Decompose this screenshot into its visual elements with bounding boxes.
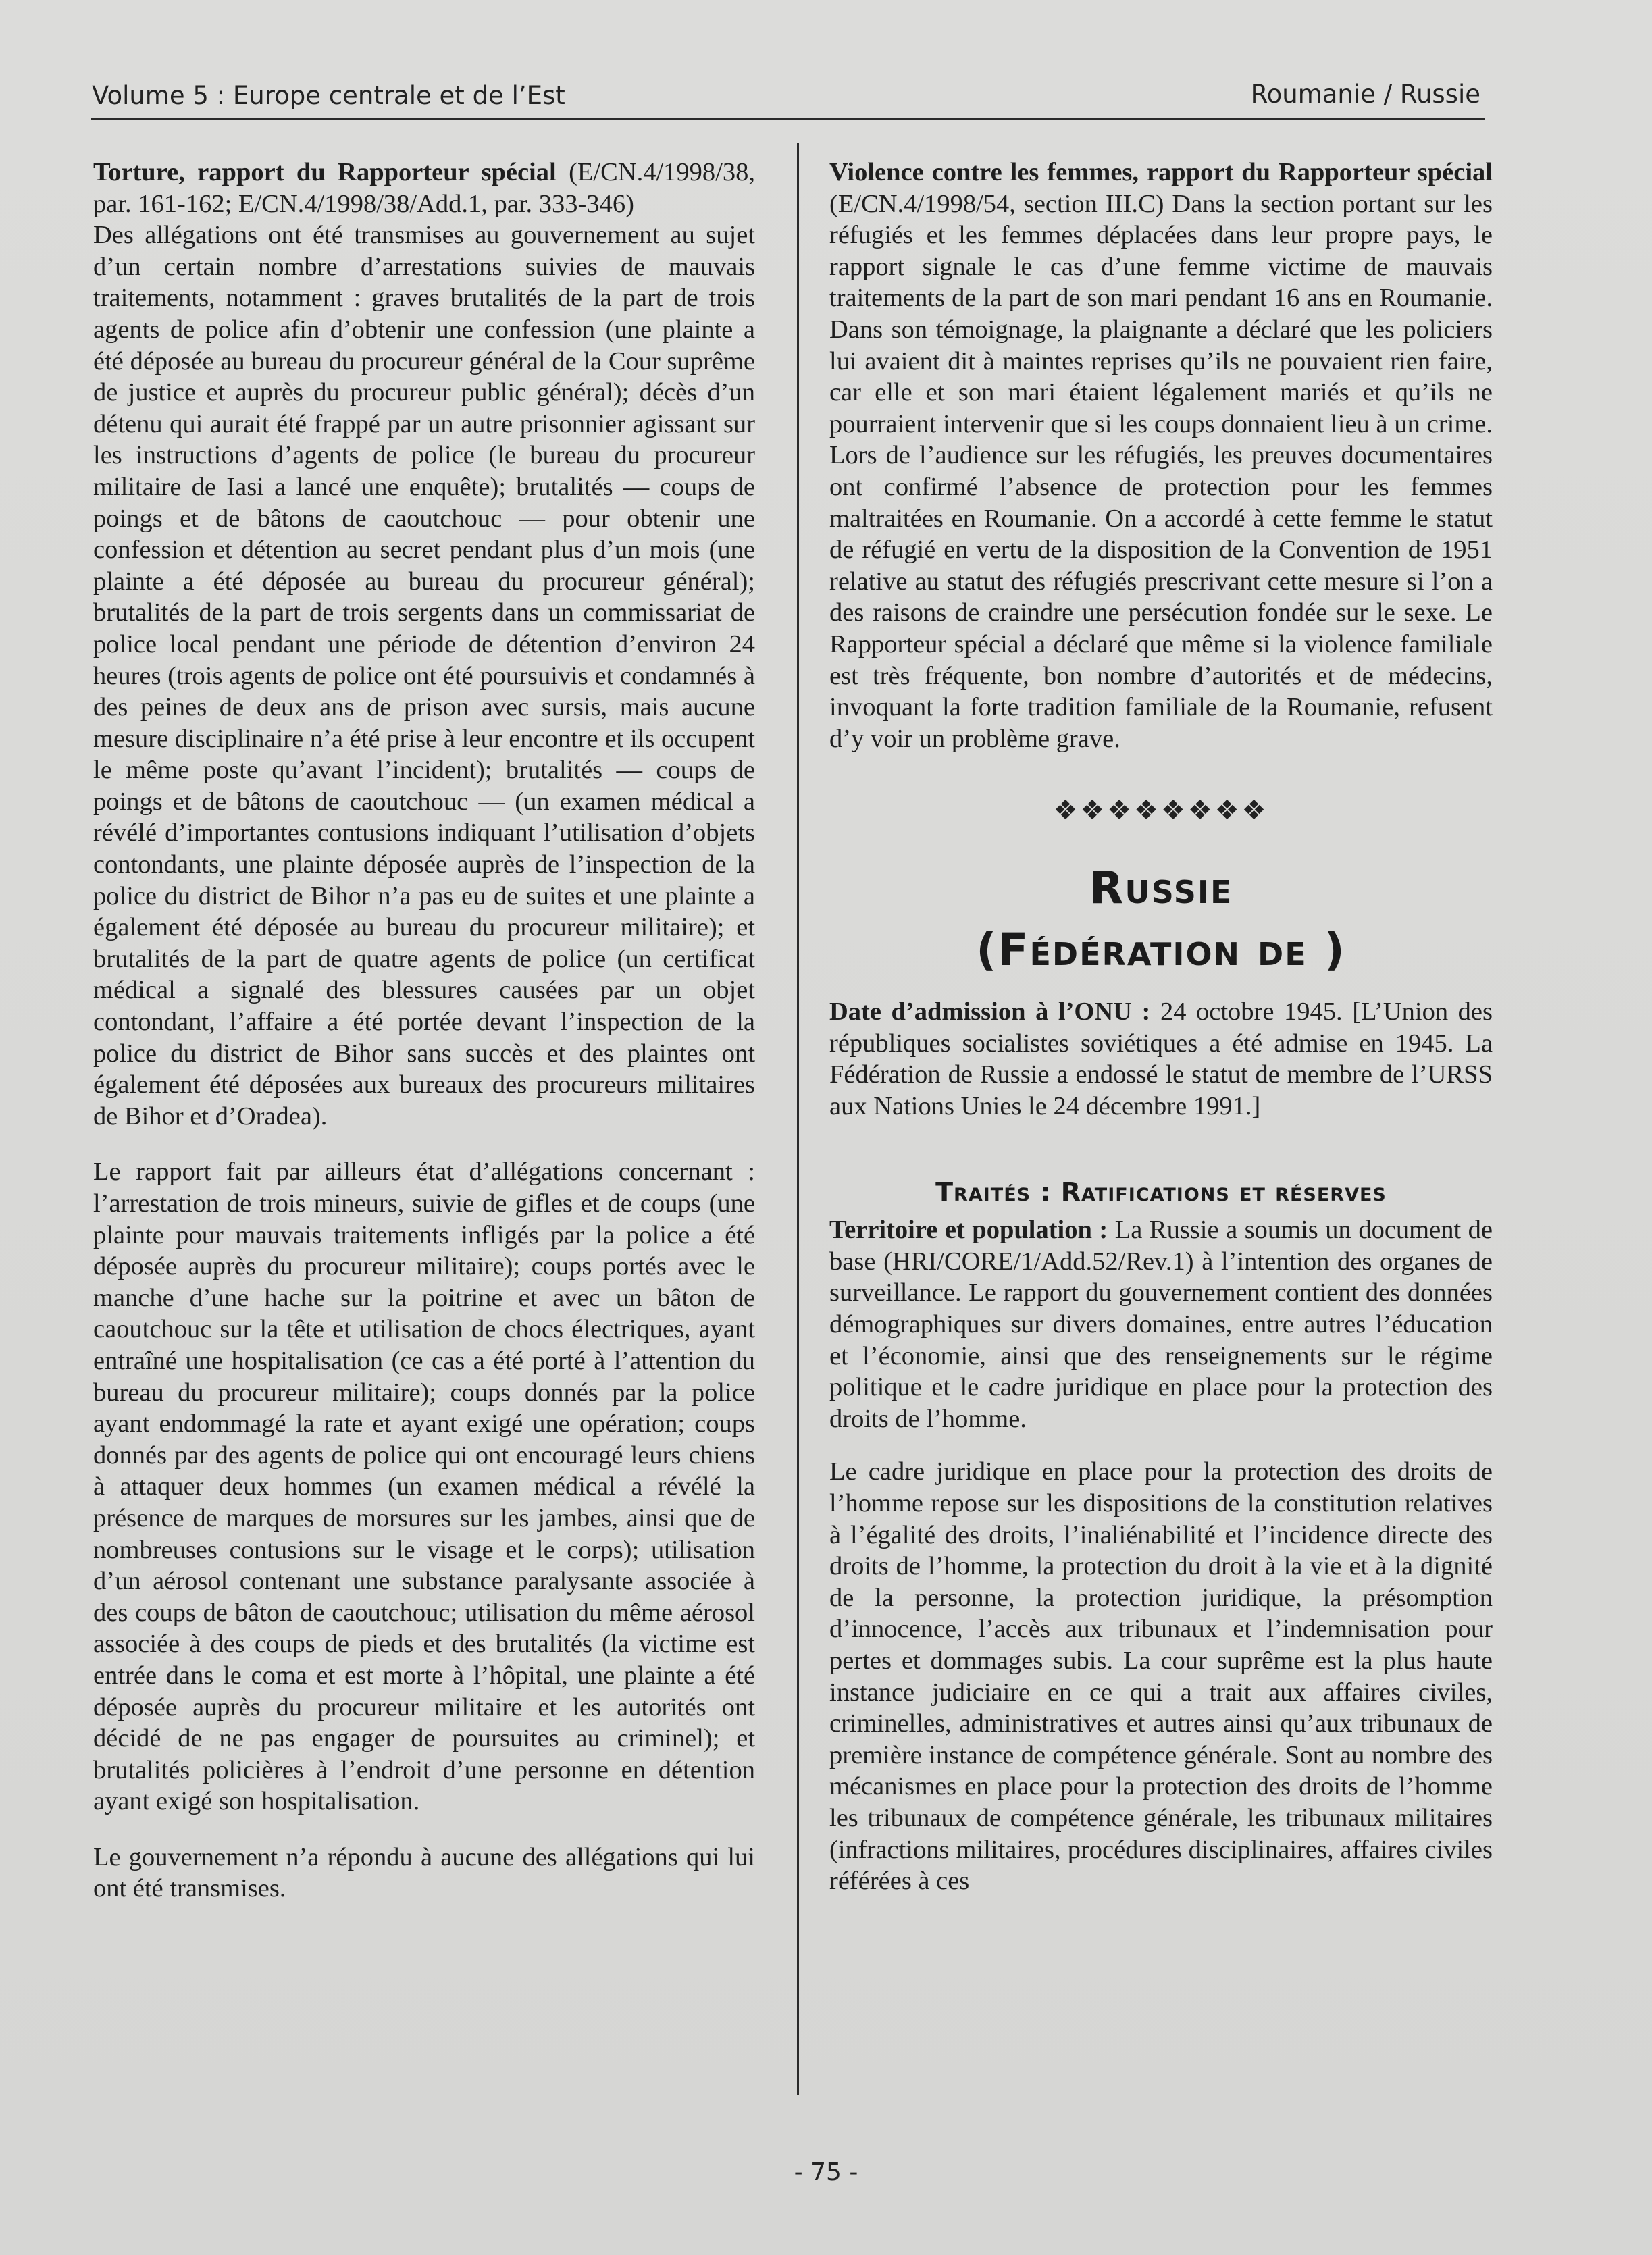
violence-section (829, 157, 1493, 754)
torture-paragraph-3: Le gouvernement n’a répondu à aucune des allégations qui lui ont été transmises. (93, 1842, 755, 1903)
country-title-line-2: (Fédération de ) (976, 924, 1346, 977)
admission-label: Date d’admission à l’ONU : (829, 997, 1151, 1027)
torture-heading: Torture, rapport du Rapporteur spécial (93, 158, 557, 186)
torture-paragraph-2: Le rapport fait par ailleurs état d’allégations concernant : l’arrestation de trois mineurs, suivie de gifles et de coups (une plainte pour mauvais traitements infligés par la police a été déposée auprès du procureur militaire); coups portés avec le manche d’une hache sur la poitrine et avec un bâton de caoutchouc sur la tête et utilisation de chocs électriques, ayant entraîné une hospitalisation (ce cas a été porté à l’attention du bureau du procureur militaire); coups donnés par la police ayant endommagé la rate et ayant exigé une opération; coups donnés par des agents de police qui ont encouragé leurs chiens à attaquer deux hommes (un examen médical a révélé la présence de marques de morsures sur les jambes, ainsi que de nombreuses contusions sur le visage et le corps); utilisation d’un aérosol contenant une substance paralysante associée à des coups de bâton de caoutchouc; utilisation du même aérosol associée à des coups de pieds et des brutalités (la victime est entrée dans le coma et est morte à l’hôpital, une plainte a été déposée auprès du procureur militaire et les autorités ont décidé de ne pas engager de poursuites au criminel); et brutalités policières à l’endroit d’une personne en détention ayant exigé son hospitalisation. (93, 1158, 755, 1816)
territory-block (829, 1214, 1493, 1434)
page-number: - 75 - (794, 2158, 858, 2186)
territory-text: La Russie a soumis un document de base (HRI/CORE/1/Add.52/Rev.1) à l’intention des organes de surveillance. Le rapport du gouvernement contient des données démographiques sur divers domaines, entre autres l’éducation et l’économie, ainsi que des renseignements sur le régime politique et le cadre juridique en place pour la protection des droits de l’homme. (829, 1216, 1493, 1433)
header-volume-title: Volume 5 : Europe centrale et de l’Est (92, 81, 565, 110)
country-title-line-1: Russie (1089, 862, 1233, 914)
admission-block (829, 996, 1493, 1122)
header-section-title: Roumanie / Russie (1250, 80, 1480, 109)
country-title (829, 857, 1493, 981)
torture-paragraph-1: Des allégations ont été transmises au gouvernement au sujet d’un certain nombre d’arrestations suivies de mauvais traitements, notamment : graves brutalités de la part de trois agents de police afin d’obtenir une confession (une plainte a été déposée au bureau du procureur général de la Cour suprême de justice et auprès du procureur public général); décès d’un détenu qui aurait été frappé par un autre prisonnier agissant sur les instructions d’agents de police (le bureau du procureur militaire de Iasi a lancé une enquête); brutalités — coups de poings et de bâtons de caoutchouc — pour obtenir une confession et détention au secret pendant plus d’un mois (une plainte a été déposée au bureau du procureur général); brutalités de la part de trois sergents dans un commissariat de police local pendant une période de détention d’environ 24 heures (trois agents de police ont été poursuivis et condamnés à des peines de deux ans de prison avec sursis, mais aucune mesure disciplinaire n’a été prise à leur encontre et ils occupent le même poste qu’avant l’incident); brutalités — coups de poings et de bâtons de caoutchouc — (un examen médical a révélé d’importantes contusions indiquant l’utilisation d’objets contondants, une plainte déposée auprès de l’inspection de la police du district de Bihor n’a pas eu de suites et une plainte a également été déposée au bureau du procureur militaire); et brutalités de la part de quatre agents de police (un certificat médical a signalé des blessures causées par un objet contondant, l’affaire a été portée devant l’inspection de la police du district de Bihor sans succès et des plaintes ont également été déposées aux bureaux des procureurs militaires de Bihor et d’Oradea). (93, 221, 755, 1131)
legal-framework-text: Le cadre juridique en place pour la protection des droits de l’homme repose sur les dispositions de la constitution relatives à l’égalité des droits, l’inaliénabilité et l’incidence directe des droits de l’homme, la protection du droit à la vie et à la dignité de la personne, la protection juridique, la présomption d’innocence, l’accès aux tribunaux et l’indemnisation pour pertes et dommages subis. La cour suprême est la plus haute instance judiciaire en ce qui a trait aux affaires civiles, criminelles, administratives et autres ainsi qu’aux tribunaux de première instance de compétence générale. Sont au nombre des mécanismes en place pour la protection des droits de l’homme les tribunaux de compétence générale, les tribunaux militaires (infractions militaires, procédures disciplinaires, affaires civiles référées à ces (829, 1457, 1493, 1896)
torture-references: (E/CN.4/1998/38, par. 161-162; E/CN.4/1998/38/Add.1, par. 333-346) (93, 158, 756, 218)
violence-text: Dans la section portant sur les réfugiés et les femmes déplacées dans leur propre pays, le rapport signale le cas d’une femme victime de mauvais traitements de la part de son mari pendant 16 ans en Roumanie. Dans son témoignage, la plaignante a déclaré que les policiers lui avaient dit à maintes reprises qu’ils ne pouvaient rien faire, car elle et son mari étaient légalement mariés et qu’ils ne pourraient intervenir que si les coups donnaient lieu à un crime. Lors de l’audience sur les réfugiés, les preuves documentaires ont confirmé l’absence de protection pour les femmes maltraitées en Roumanie. On a accordé à cette femme le statut de réfugié en vertu de la disposition de la Convention de 1951 relative au statut des réfugiés prescrivant cette mesure si l’on a des raisons de craindre une persécution fondée sur le sexe. Le Rapporteur spécial a déclaré que même si la violence familiale est très fréquente, bon nombre d’autorités et de médecins, invoquant la forte tradition familiale de la Roumanie, refusent d’y voir un problème grave. (829, 189, 1493, 753)
admission-text: 24 octobre 1945. [L’Union des républiques socialistes soviétiques a été admise en 1945. La Fédération de Russie a endossé le statut de membre de l’URSS aux Nations Unies le 24 décembre 1991.] (829, 997, 1493, 1121)
running-header (91, 76, 1485, 120)
territory-label: Territoire et population : (829, 1216, 1108, 1245)
ornament-divider: ❖❖❖❖❖❖❖❖ (1053, 795, 1269, 827)
left-column (93, 157, 755, 1904)
violence-heading: Violence contre les femmes, rapport du Rapporteur spécial (829, 158, 1493, 186)
treaties-section-title: Traités : Ratifications et réserves (935, 1176, 1387, 1207)
violence-references: (E/CN.4/1998/54, section III.C) (829, 189, 1164, 218)
column-divider (797, 143, 799, 2095)
torture-heading-block (93, 157, 755, 219)
right-column (829, 157, 1493, 1897)
